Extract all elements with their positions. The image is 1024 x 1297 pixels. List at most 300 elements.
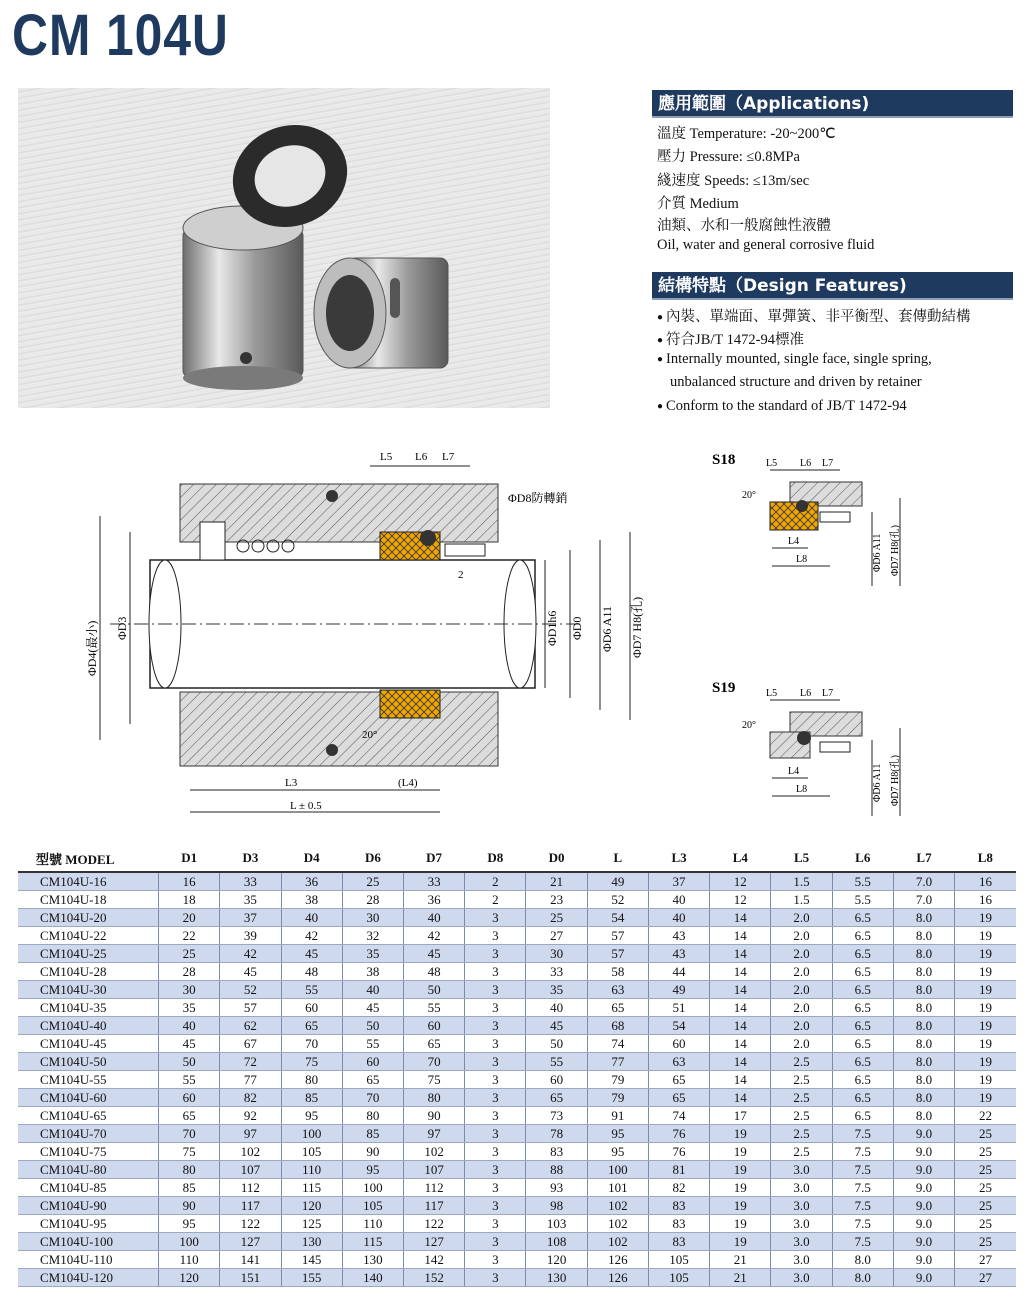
value-cell: 120 — [526, 1251, 587, 1269]
spec-table — [18, 845, 1016, 1287]
value-cell: 67 — [220, 1035, 281, 1053]
model-cell: CM104U-22 — [18, 927, 159, 945]
value-cell: 12 — [710, 872, 771, 891]
dim-d6: ΦD6 A11 — [600, 606, 614, 652]
value-cell: 38 — [281, 891, 342, 909]
value-cell: 60 — [526, 1071, 587, 1089]
page-title: CM 104U — [12, 3, 229, 68]
value-cell: 151 — [220, 1269, 281, 1287]
value-cell: 65 — [587, 999, 648, 1017]
value-cell: 2.0 — [771, 945, 832, 963]
value-cell: 102 — [587, 1215, 648, 1233]
table-row — [18, 1089, 1016, 1107]
value-cell: 16 — [159, 872, 220, 891]
value-cell: 19 — [955, 927, 1016, 945]
s18-l4: L4 — [788, 536, 800, 547]
value-cell: 130 — [281, 1233, 342, 1251]
value-cell: 112 — [404, 1179, 465, 1197]
value-cell: 65 — [648, 1071, 709, 1089]
design-features-heading: 結構特點（Design Features) — [652, 272, 1013, 300]
model-cell: CM104U-85 — [18, 1179, 159, 1197]
product-photo — [18, 88, 550, 408]
value-cell: 33 — [404, 872, 465, 891]
value-cell: 40 — [648, 891, 709, 909]
value-cell: 95 — [281, 1107, 342, 1125]
table-row — [18, 1053, 1016, 1071]
value-cell: 9.0 — [893, 1269, 954, 1287]
value-cell: 3 — [465, 999, 526, 1017]
table-row — [18, 891, 1016, 909]
dim-d4: ΦD4(最小) — [85, 620, 99, 676]
value-cell: 117 — [404, 1197, 465, 1215]
value-cell: 2.5 — [771, 1143, 832, 1161]
value-cell: 37 — [220, 909, 281, 927]
value-cell: 91 — [587, 1107, 648, 1125]
value-cell: 142 — [404, 1251, 465, 1269]
dim-l6: L6 — [415, 451, 428, 463]
value-cell: 43 — [648, 945, 709, 963]
value-cell: 107 — [220, 1161, 281, 1179]
value-cell: 81 — [648, 1161, 709, 1179]
value-cell: 42 — [281, 927, 342, 945]
value-cell: 3 — [465, 1071, 526, 1089]
value-cell: 20 — [159, 909, 220, 927]
value-cell: 120 — [281, 1197, 342, 1215]
value-cell: 2.5 — [771, 1053, 832, 1071]
value-cell: 22 — [159, 927, 220, 945]
s19-l4: L4 — [788, 766, 800, 777]
value-cell: 3 — [465, 1035, 526, 1053]
value-cell: 3 — [465, 981, 526, 999]
application-line: 介質 Medium — [657, 196, 739, 212]
value-cell: 7.5 — [832, 1179, 893, 1197]
value-cell: 3.0 — [771, 1179, 832, 1197]
value-cell: 83 — [526, 1143, 587, 1161]
value-cell: 14 — [710, 1035, 771, 1053]
value-cell: 9.0 — [893, 1215, 954, 1233]
value-cell: 8.0 — [832, 1251, 893, 1269]
value-cell: 63 — [587, 981, 648, 999]
value-cell: 19 — [955, 981, 1016, 999]
column-header: L3 — [648, 845, 709, 872]
value-cell: 85 — [159, 1179, 220, 1197]
value-cell: 125 — [281, 1215, 342, 1233]
value-cell: 28 — [342, 891, 403, 909]
value-cell: 9.0 — [893, 1161, 954, 1179]
value-cell: 3 — [465, 1269, 526, 1287]
table-row — [18, 1161, 1016, 1179]
model-cell: CM104U-95 — [18, 1215, 159, 1233]
value-cell: 5.5 — [832, 891, 893, 909]
application-line: Oil, water and general corrosive fluid — [657, 237, 875, 253]
value-cell: 3 — [465, 1161, 526, 1179]
value-cell: 101 — [587, 1179, 648, 1197]
value-cell: 73 — [526, 1107, 587, 1125]
value-cell: 82 — [220, 1089, 281, 1107]
value-cell: 54 — [587, 909, 648, 927]
value-cell: 1.5 — [771, 872, 832, 891]
dim-d8: ΦD8防轉銷 — [508, 491, 568, 505]
value-cell: 8.0 — [893, 927, 954, 945]
column-header: D4 — [281, 845, 342, 872]
value-cell: 25 — [955, 1161, 1016, 1179]
value-cell: 105 — [648, 1251, 709, 1269]
value-cell: 14 — [710, 981, 771, 999]
column-header: L8 — [955, 845, 1016, 872]
value-cell: 45 — [220, 963, 281, 981]
value-cell: 3.0 — [771, 1269, 832, 1287]
table-row — [18, 1197, 1016, 1215]
value-cell: 19 — [710, 1215, 771, 1233]
value-cell: 25 — [955, 1197, 1016, 1215]
value-cell: 51 — [648, 999, 709, 1017]
value-cell: 3 — [465, 1125, 526, 1143]
value-cell: 50 — [526, 1035, 587, 1053]
value-cell: 112 — [220, 1179, 281, 1197]
value-cell: 57 — [587, 927, 648, 945]
value-cell: 3 — [465, 1179, 526, 1197]
dim-l: L ± 0.5 — [290, 800, 322, 812]
value-cell: 6.5 — [832, 945, 893, 963]
value-cell: 35 — [220, 891, 281, 909]
value-cell: 152 — [404, 1269, 465, 1287]
value-cell: 126 — [587, 1251, 648, 1269]
value-cell: 3 — [465, 1143, 526, 1161]
value-cell: 77 — [587, 1053, 648, 1071]
s18-d7: ΦD7 H8(孔) — [890, 525, 901, 576]
value-cell: 2.0 — [771, 1017, 832, 1035]
value-cell: 105 — [281, 1143, 342, 1161]
value-cell: 97 — [404, 1125, 465, 1143]
value-cell: 3 — [465, 1089, 526, 1107]
model-cell: CM104U-100 — [18, 1233, 159, 1251]
value-cell: 122 — [220, 1215, 281, 1233]
technical-drawing — [0, 440, 1024, 840]
table-body — [18, 872, 1016, 1287]
value-cell: 19 — [955, 909, 1016, 927]
value-cell: 65 — [281, 1017, 342, 1035]
seal-illustration — [18, 88, 550, 408]
value-cell: 18 — [159, 891, 220, 909]
value-cell: 7.0 — [893, 891, 954, 909]
value-cell: 8.0 — [893, 999, 954, 1017]
s19-l7: L7 — [822, 688, 834, 699]
value-cell: 42 — [220, 945, 281, 963]
value-cell: 8.0 — [893, 1089, 954, 1107]
value-cell: 3 — [465, 963, 526, 981]
value-cell: 40 — [648, 909, 709, 927]
column-header: D0 — [526, 845, 587, 872]
value-cell: 8.0 — [893, 1035, 954, 1053]
value-cell: 14 — [710, 1071, 771, 1089]
table-row — [18, 1179, 1016, 1197]
value-cell: 117 — [220, 1197, 281, 1215]
dim-l7: L7 — [442, 451, 455, 463]
value-cell: 8.0 — [893, 1071, 954, 1089]
value-cell: 36 — [404, 891, 465, 909]
value-cell: 95 — [159, 1215, 220, 1233]
value-cell: 3 — [465, 1017, 526, 1035]
value-cell: 48 — [281, 963, 342, 981]
value-cell: 102 — [404, 1143, 465, 1161]
value-cell: 57 — [220, 999, 281, 1017]
table-row — [18, 1251, 1016, 1269]
value-cell: 16 — [955, 891, 1016, 909]
value-cell: 6.5 — [832, 963, 893, 981]
s19-d7: ΦD7 H8(孔) — [890, 755, 901, 806]
value-cell: 1.5 — [771, 891, 832, 909]
value-cell: 130 — [526, 1269, 587, 1287]
value-cell: 45 — [526, 1017, 587, 1035]
model-cell: CM104U-16 — [18, 872, 159, 891]
detail-s19-label: S19 — [712, 680, 736, 696]
value-cell: 110 — [159, 1251, 220, 1269]
feature-bullet: ● 內裝、單端面、單彈簧、非平衡型、套傳動結構 — [657, 305, 971, 326]
value-cell: 21 — [710, 1251, 771, 1269]
value-cell: 3.0 — [771, 1161, 832, 1179]
value-cell: 30 — [159, 981, 220, 999]
value-cell: 52 — [587, 891, 648, 909]
table-row — [18, 1125, 1016, 1143]
value-cell: 14 — [710, 909, 771, 927]
table-row — [18, 909, 1016, 927]
model-cell: CM104U-65 — [18, 1107, 159, 1125]
s18-l7: L7 — [822, 458, 834, 469]
value-cell: 3.0 — [771, 1233, 832, 1251]
value-cell: 85 — [281, 1089, 342, 1107]
value-cell: 65 — [648, 1089, 709, 1107]
value-cell: 8.0 — [832, 1269, 893, 1287]
value-cell: 50 — [342, 1017, 403, 1035]
value-cell: 25 — [526, 909, 587, 927]
value-cell: 75 — [281, 1053, 342, 1071]
value-cell: 38 — [342, 963, 403, 981]
value-cell: 8.0 — [893, 945, 954, 963]
model-cell: CM104U-50 — [18, 1053, 159, 1071]
value-cell: 68 — [587, 1017, 648, 1035]
value-cell: 55 — [159, 1071, 220, 1089]
dim-d1: ΦD1h6 — [545, 610, 559, 646]
feature-continuation: unbalanced structure and driven by retainer — [670, 374, 922, 390]
value-cell: 23 — [526, 891, 587, 909]
value-cell: 3 — [465, 1053, 526, 1071]
model-cell: CM104U-60 — [18, 1089, 159, 1107]
value-cell: 70 — [342, 1089, 403, 1107]
s19-l5: L5 — [766, 688, 778, 699]
value-cell: 25 — [955, 1179, 1016, 1197]
value-cell: 40 — [342, 981, 403, 999]
value-cell: 25 — [955, 1215, 1016, 1233]
model-cell: CM104U-40 — [18, 1017, 159, 1035]
value-cell: 8.0 — [893, 1017, 954, 1035]
s18-angle: 20° — [742, 490, 756, 501]
value-cell: 85 — [342, 1125, 403, 1143]
value-cell: 88 — [526, 1161, 587, 1179]
value-cell: 95 — [342, 1161, 403, 1179]
value-cell: 50 — [404, 981, 465, 999]
value-cell: 19 — [955, 963, 1016, 981]
value-cell: 8.0 — [893, 1107, 954, 1125]
value-cell: 155 — [281, 1269, 342, 1287]
s18-l8: L8 — [796, 554, 808, 565]
model-cell: CM104U-45 — [18, 1035, 159, 1053]
value-cell: 70 — [159, 1125, 220, 1143]
model-cell: CM104U-28 — [18, 963, 159, 981]
value-cell: 30 — [526, 945, 587, 963]
value-cell: 80 — [342, 1107, 403, 1125]
column-header: L5 — [771, 845, 832, 872]
value-cell: 108 — [526, 1233, 587, 1251]
value-cell: 8.0 — [893, 1053, 954, 1071]
value-cell: 103 — [526, 1215, 587, 1233]
value-cell: 33 — [526, 963, 587, 981]
value-cell: 70 — [281, 1035, 342, 1053]
value-cell: 65 — [526, 1089, 587, 1107]
value-cell: 3 — [465, 927, 526, 945]
value-cell: 3 — [465, 945, 526, 963]
dim-two: 2 — [458, 569, 464, 581]
value-cell: 2.5 — [771, 1071, 832, 1089]
value-cell: 79 — [587, 1089, 648, 1107]
table-row — [18, 1017, 1016, 1035]
table-row — [18, 1071, 1016, 1089]
value-cell: 65 — [159, 1107, 220, 1125]
value-cell: 2.0 — [771, 909, 832, 927]
value-cell: 37 — [648, 872, 709, 891]
value-cell: 80 — [404, 1089, 465, 1107]
value-cell: 127 — [404, 1233, 465, 1251]
value-cell: 19 — [955, 1071, 1016, 1089]
value-cell: 19 — [955, 945, 1016, 963]
value-cell: 16 — [955, 872, 1016, 891]
value-cell: 100 — [159, 1233, 220, 1251]
column-header: L — [587, 845, 648, 872]
table-row — [18, 872, 1016, 891]
value-cell: 60 — [342, 1053, 403, 1071]
column-header: D7 — [404, 845, 465, 872]
value-cell: 43 — [648, 927, 709, 945]
value-cell: 145 — [281, 1251, 342, 1269]
model-cell: CM104U-35 — [18, 999, 159, 1017]
value-cell: 115 — [342, 1233, 403, 1251]
value-cell: 54 — [648, 1017, 709, 1035]
value-cell: 2.0 — [771, 1035, 832, 1053]
table-row — [18, 1233, 1016, 1251]
applications-heading: 應用範圍（Applications) — [652, 90, 1013, 118]
value-cell: 49 — [648, 981, 709, 999]
value-cell: 83 — [648, 1233, 709, 1251]
value-cell: 100 — [342, 1179, 403, 1197]
value-cell: 58 — [587, 963, 648, 981]
value-cell: 21 — [710, 1269, 771, 1287]
value-cell: 8.0 — [893, 981, 954, 999]
table-header-row — [18, 845, 1016, 872]
value-cell: 122 — [404, 1215, 465, 1233]
model-cell: CM104U-30 — [18, 981, 159, 999]
feature-bullet: ● Conform to the standard of JB/T 1472-94 — [657, 398, 907, 415]
value-cell: 19 — [955, 1017, 1016, 1035]
value-cell: 30 — [342, 909, 403, 927]
value-cell: 5.5 — [832, 872, 893, 891]
value-cell: 40 — [159, 1017, 220, 1035]
model-cell: CM104U-55 — [18, 1071, 159, 1089]
value-cell: 6.5 — [832, 1053, 893, 1071]
value-cell: 127 — [220, 1233, 281, 1251]
table-row — [18, 963, 1016, 981]
s18-l6: L6 — [800, 458, 812, 469]
value-cell: 6.5 — [832, 909, 893, 927]
dim-d7: ΦD7 H8(孔) — [630, 596, 644, 658]
value-cell: 95 — [587, 1143, 648, 1161]
application-line: 壓力 Pressure: ≤0.8MPa — [657, 149, 800, 165]
value-cell: 21 — [526, 872, 587, 891]
dim-angle: 20° — [362, 729, 378, 741]
value-cell: 42 — [404, 927, 465, 945]
column-header: D8 — [465, 845, 526, 872]
value-cell: 35 — [342, 945, 403, 963]
value-cell: 40 — [526, 999, 587, 1017]
column-header: D6 — [342, 845, 403, 872]
value-cell: 50 — [159, 1053, 220, 1071]
column-header-model: 型號 MODEL — [18, 845, 159, 872]
value-cell: 17 — [710, 1107, 771, 1125]
value-cell: 2 — [465, 891, 526, 909]
s19-l8: L8 — [796, 784, 808, 795]
value-cell: 2.5 — [771, 1107, 832, 1125]
value-cell: 3.0 — [771, 1251, 832, 1269]
value-cell: 102 — [220, 1143, 281, 1161]
value-cell: 115 — [281, 1179, 342, 1197]
value-cell: 9.0 — [893, 1251, 954, 1269]
value-cell: 82 — [648, 1179, 709, 1197]
value-cell: 2.5 — [771, 1125, 832, 1143]
model-cell: CM104U-70 — [18, 1125, 159, 1143]
model-cell: CM104U-120 — [18, 1269, 159, 1287]
value-cell: 65 — [342, 1071, 403, 1089]
value-cell: 12 — [710, 891, 771, 909]
value-cell: 3 — [465, 1107, 526, 1125]
value-cell: 14 — [710, 1089, 771, 1107]
value-cell: 105 — [342, 1197, 403, 1215]
value-cell: 2.0 — [771, 963, 832, 981]
value-cell: 44 — [648, 963, 709, 981]
model-cell: CM104U-18 — [18, 891, 159, 909]
value-cell: 2.0 — [771, 981, 832, 999]
table-row — [18, 1107, 1016, 1125]
value-cell: 97 — [220, 1125, 281, 1143]
table-row — [18, 945, 1016, 963]
value-cell: 35 — [526, 981, 587, 999]
value-cell: 55 — [404, 999, 465, 1017]
value-cell: 6.5 — [832, 1071, 893, 1089]
value-cell: 83 — [648, 1197, 709, 1215]
value-cell: 52 — [220, 981, 281, 999]
value-cell: 45 — [281, 945, 342, 963]
value-cell: 6.5 — [832, 981, 893, 999]
value-cell: 74 — [587, 1035, 648, 1053]
value-cell: 62 — [220, 1017, 281, 1035]
value-cell: 102 — [587, 1233, 648, 1251]
value-cell: 3 — [465, 1215, 526, 1233]
value-cell: 45 — [159, 1035, 220, 1053]
model-cell: CM104U-25 — [18, 945, 159, 963]
model-cell: CM104U-20 — [18, 909, 159, 927]
value-cell: 70 — [404, 1053, 465, 1071]
value-cell: 3 — [465, 1233, 526, 1251]
value-cell: 25 — [159, 945, 220, 963]
value-cell: 14 — [710, 1017, 771, 1035]
value-cell: 100 — [281, 1125, 342, 1143]
